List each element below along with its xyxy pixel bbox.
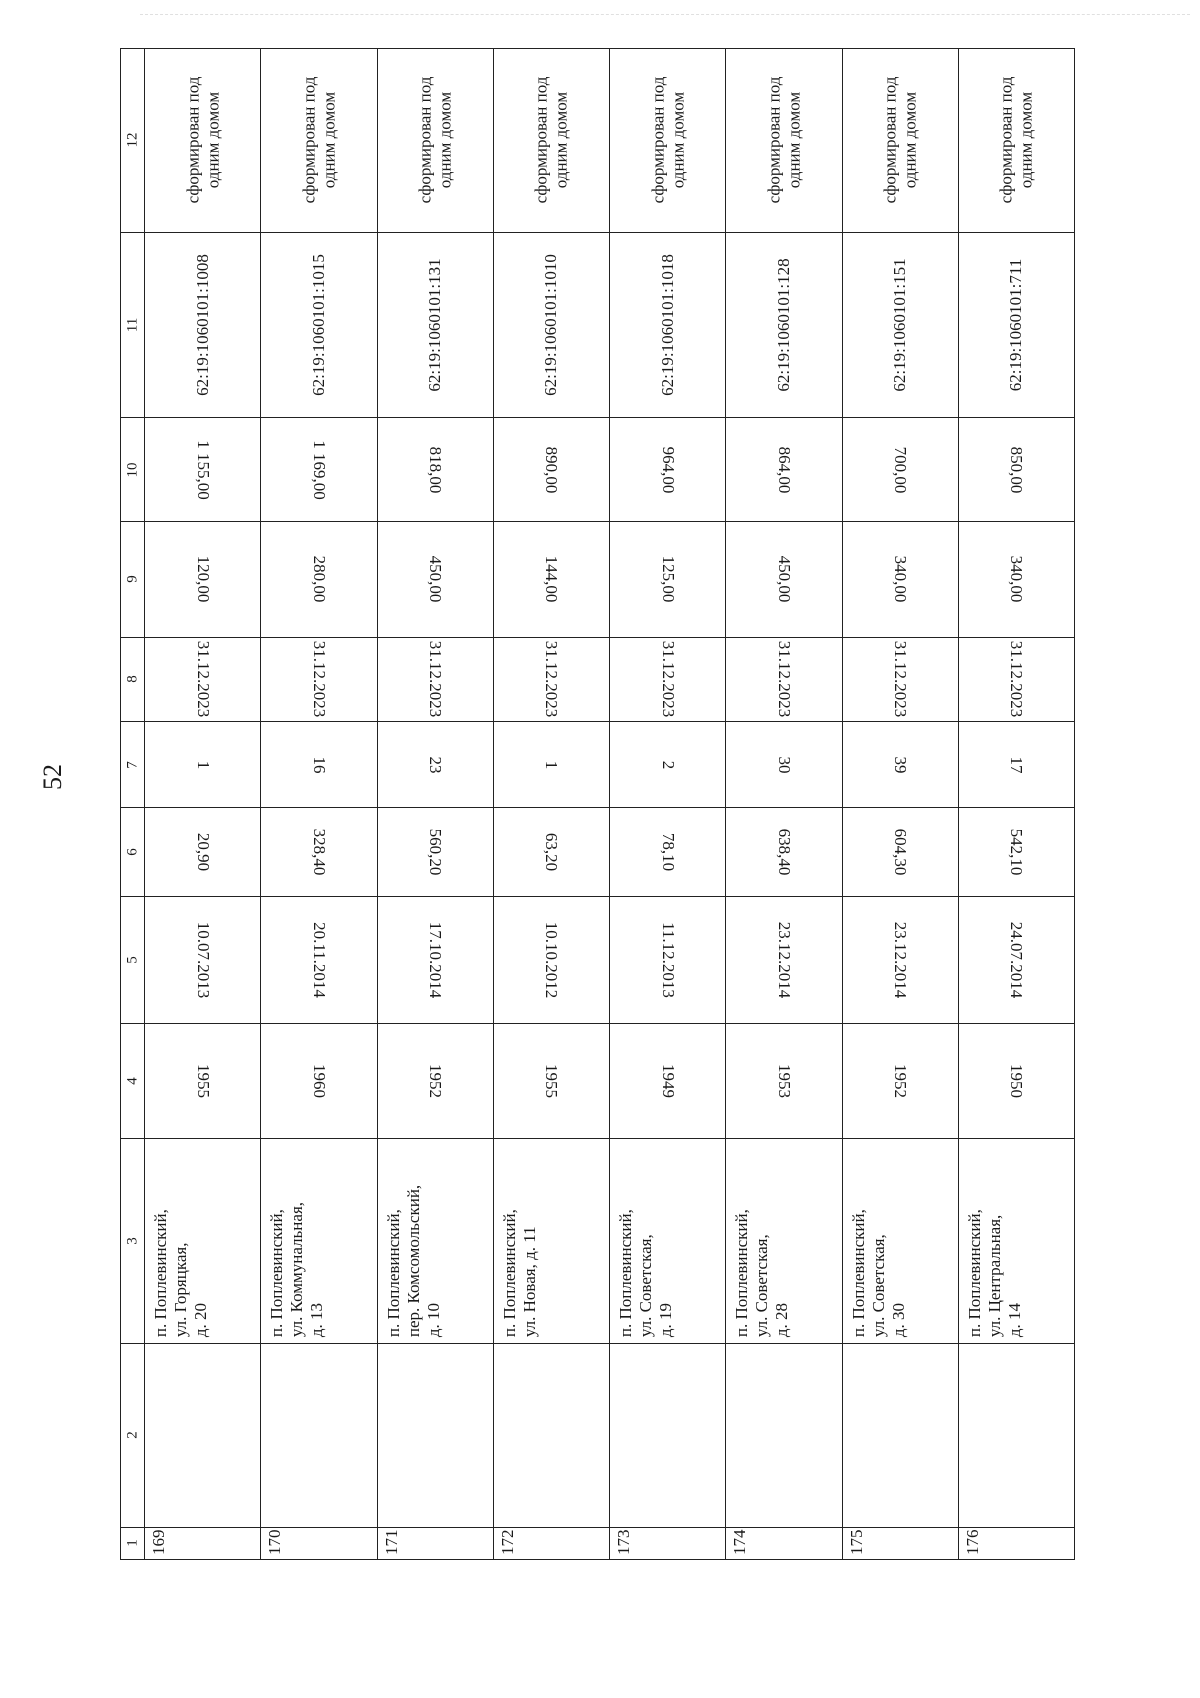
column-header-label: 11 [123, 317, 140, 333]
table-cell [261, 721, 377, 807]
table-cell [261, 637, 377, 721]
table-cell [377, 232, 493, 418]
table-cell [842, 637, 958, 721]
c8-value: 31.12.2023 [1007, 640, 1027, 718]
address-line: п. Поплевинский, [848, 1208, 868, 1337]
table-cell [377, 1527, 493, 1559]
table-cell [726, 896, 842, 1023]
table-row-col-6 [121, 808, 1075, 897]
table-cell [377, 1343, 493, 1527]
column-header-cell [121, 232, 145, 418]
c9-value: 450,00 [774, 555, 794, 603]
table-cell [958, 418, 1074, 522]
table-cell [493, 418, 609, 522]
cadastral-value: 62:19:1060101:1008 [192, 254, 212, 396]
c7-value: 1 [542, 760, 562, 769]
table-cell [842, 1343, 958, 1527]
registry-table [120, 48, 1075, 1560]
status-value: сформирован под одним домом [299, 76, 338, 204]
table-cell [842, 1527, 958, 1559]
table-cell [377, 1138, 493, 1343]
status-value: сформирован под одним домом [531, 76, 571, 204]
c9-value: 120,00 [193, 555, 213, 603]
area-value: 560,20 [425, 828, 445, 876]
table-cell [261, 1138, 377, 1343]
table-row-col-1 [121, 1527, 1075, 1559]
c8-value: 31.12.2023 [542, 640, 562, 718]
table-cell [842, 232, 958, 418]
c7-value: 23 [425, 756, 445, 774]
column-header-label: 5 [123, 956, 140, 964]
table-cell [958, 1138, 1074, 1343]
table-cell [958, 1343, 1074, 1527]
table-cell [145, 418, 261, 522]
cadastral-value: 62:19:1060101:151 [890, 258, 910, 392]
cadastral-value: 62:19:1060101:128 [774, 258, 794, 392]
table-cell [261, 49, 377, 233]
table-cell [842, 721, 958, 807]
table-cell [958, 522, 1074, 638]
table-cell [493, 232, 609, 418]
status-value: сформирован под одним домом [415, 76, 455, 204]
table-cell [958, 637, 1074, 721]
row-number: 172 [497, 1529, 517, 1555]
table-cell [726, 721, 842, 807]
row-number: 170 [265, 1529, 285, 1555]
scan-artifact [140, 14, 1190, 21]
table-cell [610, 418, 726, 522]
row-number: 169 [149, 1529, 168, 1555]
address-line: д. 14 [1004, 1302, 1024, 1337]
status-value: сформирован под одним домом [880, 76, 920, 204]
column-header-cell [121, 522, 145, 638]
table-cell [261, 1024, 377, 1138]
cadastral-value: 62:19:1060101:1010 [541, 254, 561, 396]
table-cell [610, 896, 726, 1023]
table-cell [726, 1024, 842, 1138]
c7-value: 1 [193, 760, 213, 769]
table-cell [377, 808, 493, 897]
table-cell [145, 232, 261, 418]
date-value: 10.10.2012 [542, 921, 562, 999]
c9-value: 450,00 [425, 555, 445, 603]
page-number: 52 [38, 764, 67, 790]
table-cell [261, 232, 377, 418]
table-cell [377, 418, 493, 522]
c10-value: 850,00 [1007, 446, 1027, 494]
table-cell [377, 522, 493, 638]
table-cell [377, 721, 493, 807]
column-header-cell [121, 1527, 145, 1559]
table-cell [958, 1024, 1074, 1138]
table-cell [145, 1138, 261, 1343]
column-header-label: 8 [123, 675, 140, 683]
table-cell [958, 896, 1074, 1023]
table-cell [842, 49, 958, 233]
table-cell [610, 232, 726, 418]
c7-value: 39 [890, 756, 910, 774]
table-cell [493, 808, 609, 897]
table-cell [493, 721, 609, 807]
table-row-col-7 [121, 721, 1075, 807]
c8-value: 31.12.2023 [193, 640, 213, 718]
year-value: 1950 [1007, 1063, 1027, 1098]
table-row-col-2 [121, 1343, 1075, 1527]
area-value: 604,30 [890, 828, 910, 876]
table-cell [958, 49, 1074, 233]
year-value: 1960 [309, 1063, 329, 1098]
address-line: ул. Новая, д. 11 [519, 1226, 539, 1337]
table-cell [493, 522, 609, 638]
c10-value: 964,00 [658, 446, 678, 494]
c9-value: 144,00 [542, 555, 562, 603]
table-cell [145, 808, 261, 897]
address-line: ул. Советская, [868, 1234, 888, 1337]
date-value: 10.07.2013 [193, 921, 213, 999]
c9-value: 340,00 [890, 555, 910, 603]
table-cell [377, 637, 493, 721]
table-cell [726, 232, 842, 418]
address-line: д. 28 [772, 1302, 792, 1337]
column-header-label: 2 [123, 1431, 140, 1439]
table-cell [261, 1343, 377, 1527]
date-value: 17.10.2014 [425, 921, 445, 999]
column-header-label: 3 [123, 1237, 140, 1245]
column-header-cell [121, 808, 145, 897]
column-header-cell [121, 418, 145, 522]
c8-value: 31.12.2023 [658, 640, 678, 718]
column-header-label: 12 [123, 132, 140, 148]
year-value: 1949 [658, 1063, 678, 1098]
area-value: 542,10 [1007, 828, 1027, 876]
table-cell [610, 721, 726, 807]
date-value: 23.12.2014 [774, 921, 794, 999]
table-row-col-5 [121, 896, 1075, 1023]
table-cell [842, 522, 958, 638]
c8-value: 31.12.2023 [774, 640, 794, 718]
column-header-cell [121, 1138, 145, 1343]
table-row-col-12 [121, 49, 1075, 233]
column-header-cell [121, 721, 145, 807]
address-line: п. Поплевинский, [964, 1208, 984, 1337]
date-value: 11.12.2013 [658, 922, 678, 998]
address-line: ул. Центральная, [984, 1214, 1004, 1337]
year-value: 1953 [774, 1063, 794, 1098]
c7-value: 16 [309, 756, 329, 774]
column-header-cell [121, 1024, 145, 1138]
table-row-col-10 [121, 418, 1075, 522]
table-cell [493, 637, 609, 721]
table-cell [493, 1343, 609, 1527]
table-cell [610, 1138, 726, 1343]
address-line: ул. Советская, [636, 1234, 656, 1337]
table-cell [493, 1024, 609, 1138]
address-line: ул. Коммунальная, [287, 1201, 307, 1337]
table-cell [610, 1343, 726, 1527]
table-cell [493, 1527, 609, 1559]
table-cell [726, 418, 842, 522]
c10-value: 1 155,00 [193, 439, 213, 500]
c7-value: 17 [1007, 756, 1027, 774]
address-line: ул. Советская, [752, 1234, 772, 1337]
table-cell [610, 49, 726, 233]
table-cell [261, 522, 377, 638]
status-value: сформирован под одним домом [183, 76, 222, 204]
table-cell [726, 1527, 842, 1559]
date-value: 20.11.2014 [309, 922, 329, 998]
table-cell [726, 808, 842, 897]
row-number: 173 [614, 1529, 633, 1555]
c8-value: 31.12.2023 [309, 640, 329, 718]
status-value: сформирован под одним домом [648, 76, 687, 204]
table-cell [145, 1527, 261, 1559]
row-number: 175 [846, 1529, 866, 1555]
table-cell [842, 896, 958, 1023]
table-cell [842, 418, 958, 522]
c7-value: 30 [774, 756, 794, 774]
area-value: 63,20 [542, 832, 562, 872]
area-value: 638,40 [774, 828, 794, 876]
table-cell [261, 808, 377, 897]
address-line: п. Поплевинский, [151, 1208, 170, 1337]
c8-value: 31.12.2023 [425, 640, 445, 718]
table-cell [377, 49, 493, 233]
table-cell [958, 1527, 1074, 1559]
column-header-label: 9 [123, 575, 140, 584]
table-row-col-8 [121, 637, 1075, 721]
table-cell [261, 418, 377, 522]
row-number: 176 [962, 1529, 982, 1555]
address-line: д. 20 [191, 1302, 211, 1337]
year-value: 1952 [425, 1063, 445, 1098]
column-header-cell [121, 1343, 145, 1527]
address-line: ул. Горяцкая, [171, 1242, 191, 1337]
table-cell [726, 1138, 842, 1343]
table-cell [842, 1138, 958, 1343]
column-header-label: 4 [123, 1077, 140, 1085]
table-cell [145, 721, 261, 807]
table-cell [261, 1527, 377, 1559]
area-value: 78,10 [658, 832, 678, 872]
table-cell [493, 896, 609, 1023]
table-cell [726, 49, 842, 233]
column-header-label: 10 [123, 462, 140, 478]
address-line: д. 13 [307, 1302, 327, 1337]
area-value: 328,40 [309, 828, 329, 876]
status-value: сформирован под одним домом [764, 76, 803, 204]
address-line: д. 30 [888, 1302, 908, 1337]
table-cell [958, 232, 1074, 418]
table-cell [261, 896, 377, 1023]
column-header-label: 1 [123, 1539, 140, 1548]
c10-value: 864,00 [774, 446, 794, 494]
date-value: 24.07.2014 [1007, 921, 1027, 999]
cadastral-value: 62:19:1060101:1015 [309, 254, 329, 396]
table-cell [958, 721, 1074, 807]
table-cell [610, 522, 726, 638]
table-cell [610, 808, 726, 897]
table-cell [610, 1527, 726, 1559]
c9-value: 340,00 [1007, 555, 1027, 603]
table-cell [493, 49, 609, 233]
address-line: п. Поплевинский, [267, 1208, 287, 1337]
registry-table-wrapper [120, 48, 1075, 1560]
column-header-label: 7 [123, 760, 140, 769]
area-value: 20,90 [193, 832, 213, 872]
year-value: 1955 [193, 1063, 213, 1098]
cadastral-value: 62:19:1060101:131 [425, 258, 445, 392]
c8-value: 31.12.2023 [890, 640, 910, 718]
year-value: 1952 [890, 1063, 910, 1098]
address-line: п. Поплевинский, [499, 1208, 519, 1337]
table-cell [377, 896, 493, 1023]
column-header-cell [121, 49, 145, 233]
address-line: пер. Комсомольский, [403, 1184, 423, 1337]
table-cell [145, 1343, 261, 1527]
c10-value: 818,00 [425, 446, 445, 494]
table-cell [145, 49, 261, 233]
column-header-label: 6 [123, 848, 140, 856]
table-cell [726, 637, 842, 721]
row-number: 171 [381, 1529, 401, 1555]
table-cell [145, 896, 261, 1023]
table-cell [958, 808, 1074, 897]
address-line: п. Поплевинский, [616, 1208, 635, 1337]
cadastral-value: 62:19:1060101:1018 [657, 254, 677, 396]
c9-value: 125,00 [658, 555, 678, 603]
table-row-col-9 [121, 522, 1075, 638]
table-cell [610, 637, 726, 721]
row-number: 174 [730, 1529, 750, 1555]
column-header-cell [121, 896, 145, 1023]
table-row-col-4 [121, 1024, 1075, 1138]
table-row-col-11 [121, 232, 1075, 418]
status-value: сформирован под одним домом [996, 76, 1036, 204]
address-line: д. 19 [656, 1302, 676, 1337]
table-cell [610, 1024, 726, 1138]
table-cell [145, 1024, 261, 1138]
c10-value: 890,00 [542, 446, 562, 494]
table-cell [842, 808, 958, 897]
cadastral-value: 62:19:1060101:711 [1006, 258, 1026, 392]
address-line: п. Поплевинский, [732, 1208, 752, 1337]
table-cell [145, 522, 261, 638]
c10-value: 1 169,00 [309, 439, 329, 500]
date-value: 23.12.2014 [890, 921, 910, 999]
table-cell [377, 1024, 493, 1138]
c9-value: 280,00 [309, 555, 329, 603]
c10-value: 700,00 [890, 446, 910, 494]
table-row-col-3 [121, 1138, 1075, 1343]
table-cell [842, 1024, 958, 1138]
address-line: п. Поплевинский, [383, 1208, 403, 1337]
column-header-cell [121, 637, 145, 721]
address-line: д. 10 [423, 1302, 443, 1337]
table-cell [493, 1138, 609, 1343]
table-cell [726, 522, 842, 638]
table-cell [726, 1343, 842, 1527]
table-cell [145, 637, 261, 721]
year-value: 1955 [542, 1063, 562, 1098]
c7-value: 2 [658, 760, 678, 769]
